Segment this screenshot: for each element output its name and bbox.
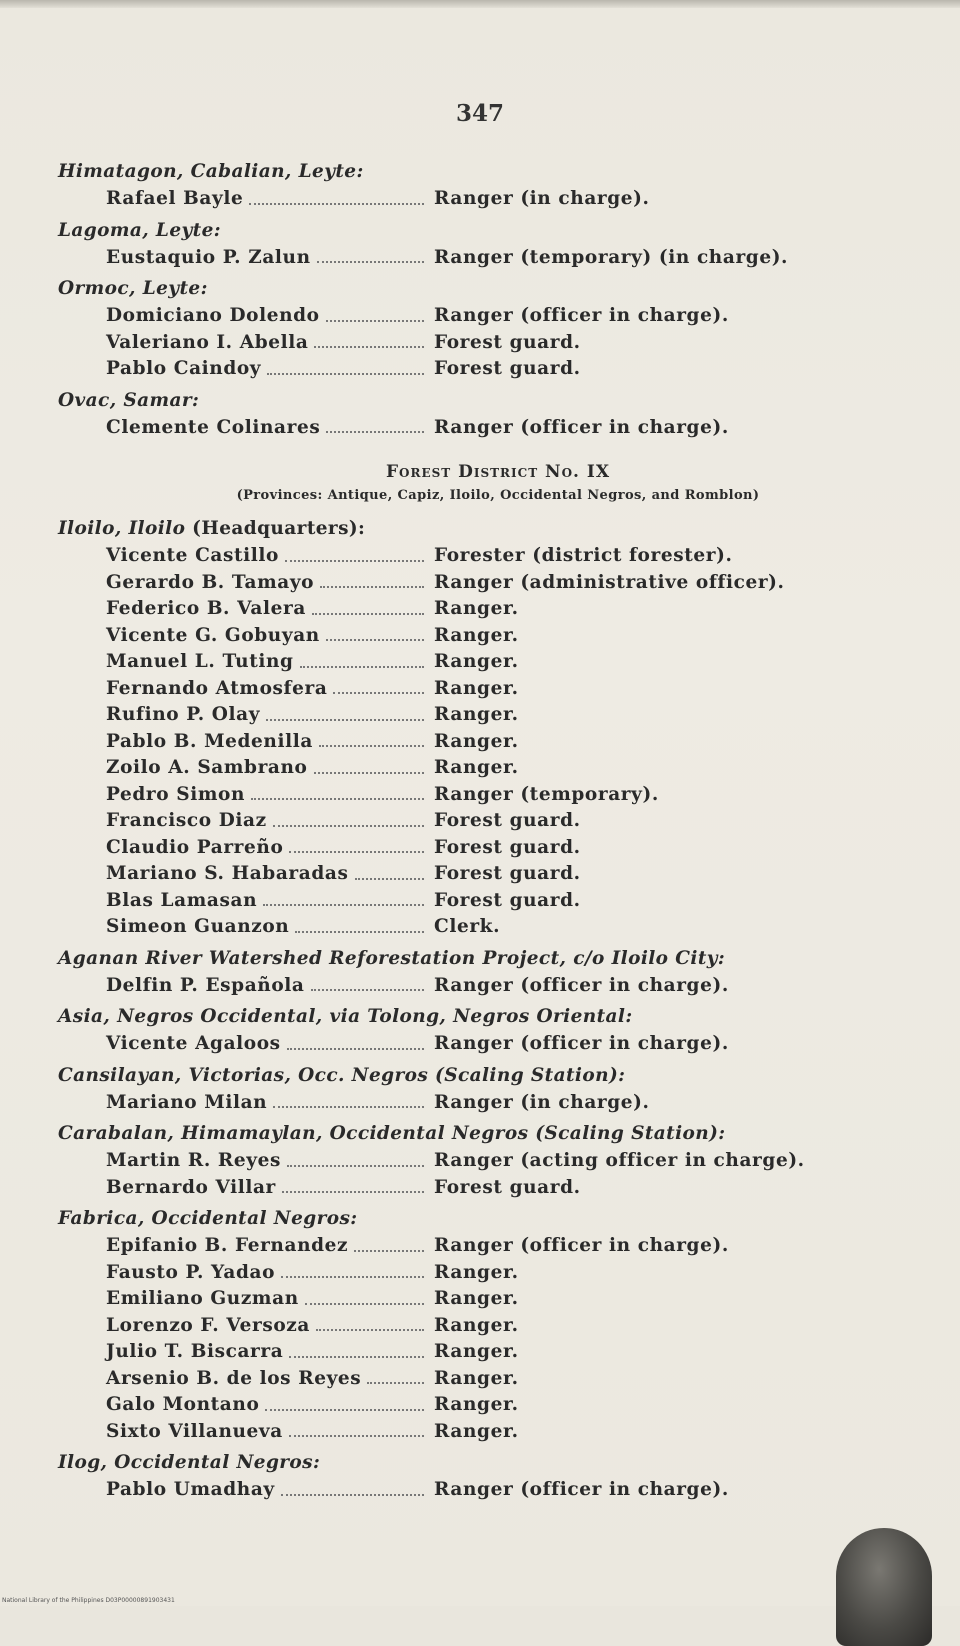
staff-name-cell: [58, 649, 430, 676]
staff-title: Forest guard.: [434, 1176, 581, 1198]
staff-name-cell: [58, 356, 430, 383]
staff-name: Eustaquio P. Zalun: [106, 246, 311, 268]
dot-leader: [316, 1313, 424, 1332]
staff-name-cell: [58, 543, 430, 570]
staff-title: Ranger (officer in charge).: [434, 416, 729, 438]
dot-leader: [251, 782, 424, 801]
staff-name-cell: [58, 303, 430, 330]
staff-title: Ranger (temporary).: [434, 783, 659, 805]
staff-title: Ranger (officer in charge).: [434, 305, 729, 326]
staff-title: Ranger (temporary) (in charge).: [434, 246, 789, 268]
dot-leader: [367, 1366, 424, 1385]
staff-title: Ranger (officer in charge).: [434, 1235, 729, 1256]
staff-title: Ranger (officer in charge).: [434, 1479, 729, 1500]
dot-leader: [249, 186, 424, 205]
location-heading: Aganan River Watershed Reforestation Project, c/o Iloilo City:: [58, 947, 726, 969]
dot-leader: [289, 1419, 424, 1438]
staff-title: Ranger.: [434, 677, 519, 699]
staff-name: Julio T. Biscarra: [106, 1341, 284, 1362]
thumb-shadow: [836, 1528, 932, 1646]
staff-row: [58, 1148, 938, 1175]
dot-leader: [314, 755, 425, 774]
staff-title: Ranger.: [434, 757, 519, 778]
staff-name-cell: [58, 1477, 430, 1504]
dot-leader: [266, 702, 424, 721]
location-block: [58, 1062, 938, 1121]
staff-row: [58, 1233, 938, 1260]
staff-name-cell: [58, 1175, 430, 1202]
staff-name: Fernando Atmosfera: [106, 677, 328, 699]
staff-title: Forester (district forester).: [434, 545, 733, 566]
location-heading: Ormoc, Leyte:: [58, 278, 208, 299]
dot-leader: [263, 888, 424, 907]
staff-name: Bernardo Villar: [106, 1176, 276, 1198]
roster-before-district: [58, 158, 938, 445]
staff-row: [58, 1366, 938, 1393]
staff-title: Ranger (in charge).: [434, 188, 650, 209]
staff-name-cell: [58, 1031, 430, 1058]
staff-name: Vicente G. Gobuyan: [106, 624, 320, 646]
dot-leader: [333, 676, 424, 695]
staff-row: [58, 1260, 938, 1287]
staff-row: [58, 888, 938, 915]
dot-leader: [300, 649, 424, 668]
staff-name: Mariano Milan: [106, 1091, 268, 1113]
staff-title: Ranger.: [434, 1341, 519, 1362]
location-block: [58, 945, 938, 1004]
staff-name: Mariano S. Habaradas: [106, 863, 349, 884]
staff-name: Epifanio B. Fernandez: [106, 1235, 349, 1256]
staff-name: Pedro Simon: [106, 783, 245, 805]
staff-name-cell: [58, 888, 430, 915]
dot-leader: [319, 729, 424, 748]
staff-name-cell: [58, 1286, 430, 1313]
staff-name-cell: [58, 1366, 430, 1393]
location-block: [58, 275, 938, 387]
staff-row: [58, 1419, 938, 1446]
dot-leader: [326, 415, 424, 434]
dot-leader: [282, 1175, 424, 1194]
roster-after-district: [58, 543, 938, 1508]
staff-name: Claudio Parreño: [106, 836, 284, 858]
hq-suffix: (Headquarters):: [185, 518, 366, 539]
staff-row: [58, 1090, 938, 1117]
dot-leader: [355, 861, 424, 880]
staff-name: Lorenzo F. Versoza: [106, 1314, 310, 1336]
location-heading: Fabrica, Occidental Negros:: [58, 1208, 358, 1229]
hq-location: Iloilo, Iloilo: [58, 518, 186, 539]
staff-row: [58, 330, 938, 357]
staff-title: Forest guard.: [434, 331, 581, 353]
staff-name: Martin R. Reyes: [106, 1150, 282, 1171]
staff-name-cell: [58, 676, 430, 703]
staff-title: Ranger (acting officer in charge).: [434, 1150, 805, 1171]
staff-name: Domiciano Dolendo: [106, 305, 320, 326]
staff-name: Pablo B. Medenilla: [106, 730, 313, 752]
staff-name: Zoilo A. Sambrano: [106, 757, 308, 778]
location-block: [58, 1120, 938, 1205]
staff-name-cell: [58, 1090, 430, 1117]
dot-leader: [289, 835, 424, 854]
staff-name: Vicente Agaloos: [106, 1033, 281, 1054]
location-block: [58, 217, 938, 276]
location-block: [58, 1205, 938, 1449]
staff-name-cell: [58, 973, 430, 1000]
staff-row: [58, 186, 938, 213]
dot-leader: [305, 1286, 424, 1305]
staff-name-cell: [58, 755, 430, 782]
dot-leader: [281, 1477, 424, 1496]
staff-title: Ranger.: [434, 651, 519, 672]
staff-name-cell: [58, 623, 430, 650]
staff-row: [58, 702, 938, 729]
staff-row: [58, 1031, 938, 1058]
staff-row: [58, 1392, 938, 1419]
staff-row: [58, 1477, 938, 1504]
dot-leader: [285, 543, 424, 562]
staff-title: Forest guard.: [434, 863, 581, 884]
location-block: [58, 1449, 938, 1508]
dot-leader: [295, 914, 424, 933]
staff-title: Ranger.: [434, 1314, 519, 1336]
staff-name: Rufino P. Olay: [106, 704, 261, 725]
location-block: [58, 543, 938, 945]
dot-leader: [281, 1260, 424, 1279]
staff-name: Pablo Caindoy: [106, 358, 262, 379]
staff-row: [58, 649, 938, 676]
scan-footer: National Library of the Philippines D03P00000891903431: [2, 1597, 175, 1604]
location-block: [58, 158, 938, 217]
staff-name: Francisco Diaz: [106, 810, 267, 831]
staff-row: [58, 782, 938, 809]
staff-name-cell: [58, 1233, 430, 1260]
dot-leader: [287, 1031, 424, 1050]
staff-title: Forest guard.: [434, 836, 581, 858]
staff-name: Blas Lamasan: [106, 889, 258, 911]
location-heading: Asia, Negros Occidental, via Tolong, Negros Oriental:: [58, 1006, 633, 1027]
staff-title: Ranger.: [434, 598, 519, 619]
dot-leader: [317, 245, 424, 264]
staff-name-cell: [58, 1339, 430, 1366]
staff-row: [58, 543, 938, 570]
dot-leader: [312, 596, 424, 615]
staff-name-cell: [58, 570, 430, 597]
staff-row: [58, 861, 938, 888]
staff-name-cell: [58, 1392, 430, 1419]
section-gap: [58, 441, 938, 445]
staff-name-cell: [58, 1148, 430, 1175]
staff-row: [58, 623, 938, 650]
district-heading: Forest District No. IX: [385, 462, 611, 482]
location-block: [58, 1003, 938, 1062]
staff-row: [58, 1313, 938, 1340]
location-heading: Himatagon, Cabalian, Leyte:: [58, 161, 364, 182]
dot-leader: [354, 1233, 424, 1252]
staff-name: Clemente Colinares: [106, 416, 321, 438]
staff-title: Ranger.: [434, 1420, 519, 1442]
dot-leader: [273, 1090, 424, 1109]
roster-content: [58, 158, 938, 1508]
staff-name-cell: [58, 914, 430, 941]
staff-name: Gerardo B. Tamayo: [106, 571, 315, 593]
staff-name-cell: [58, 808, 430, 835]
staff-name-cell: [58, 596, 430, 623]
staff-row: [58, 914, 938, 941]
staff-row: [58, 356, 938, 383]
staff-row: [58, 570, 938, 597]
staff-row: [58, 835, 938, 862]
staff-name: Delfin P. Española: [106, 974, 305, 996]
staff-row: [58, 808, 938, 835]
location-block: [58, 387, 938, 446]
location-heading: Cansilayan, Victorias, Occ. Negros (Scaling Station):: [58, 1064, 626, 1086]
staff-name: Simeon Guanzon: [106, 916, 290, 937]
staff-name: Vicente Castillo: [106, 545, 279, 566]
staff-title: Ranger (administrative officer).: [434, 571, 785, 593]
staff-title: Ranger.: [434, 704, 519, 725]
staff-row: [58, 245, 938, 272]
staff-name-cell: [58, 702, 430, 729]
staff-name: Valeriano I. Abella: [106, 331, 309, 353]
staff-name-cell: [58, 729, 430, 756]
staff-name: Pablo Umadhay: [106, 1479, 275, 1500]
staff-title: Forest guard.: [434, 810, 581, 831]
scan-edge: [0, 0, 960, 8]
section-gap: [58, 1504, 938, 1508]
staff-title: Forest guard.: [434, 358, 581, 379]
staff-name-cell: [58, 245, 430, 272]
staff-row: [58, 1286, 938, 1313]
staff-row: [58, 415, 938, 442]
staff-row: [58, 1339, 938, 1366]
staff-title: Forest guard.: [434, 889, 581, 911]
dot-leader: [314, 330, 424, 349]
staff-name-cell: [58, 186, 430, 213]
location-heading-headquarters: [58, 515, 938, 543]
staff-title: Ranger (officer in charge).: [434, 1033, 729, 1054]
staff-title: Clerk.: [434, 916, 501, 937]
staff-row: [58, 973, 938, 1000]
staff-name: Manuel L. Tuting: [106, 651, 294, 672]
staff-row: [58, 755, 938, 782]
staff-title: Ranger.: [434, 730, 519, 752]
staff-name-cell: [58, 330, 430, 357]
dot-leader: [326, 303, 424, 322]
staff-row: [58, 676, 938, 703]
staff-row: [58, 303, 938, 330]
staff-title: Ranger (officer in charge).: [434, 974, 729, 996]
staff-title: Ranger.: [434, 1288, 519, 1309]
staff-row: [58, 1175, 938, 1202]
staff-title: Ranger.: [434, 1261, 519, 1283]
dot-leader: [287, 1148, 424, 1167]
staff-name: Galo Montano: [106, 1394, 260, 1415]
location-heading: Carabalan, Himamaylan, Occidental Negros (Scaling Station):: [58, 1123, 726, 1144]
staff-name-cell: [58, 1260, 430, 1287]
staff-name-cell: [58, 861, 430, 888]
staff-name-cell: [58, 415, 430, 442]
dot-leader: [265, 1392, 424, 1411]
staff-row: [58, 596, 938, 623]
dot-leader: [326, 623, 424, 642]
staff-row: [58, 729, 938, 756]
location-heading: Ovac, Samar:: [58, 389, 200, 411]
staff-name-cell: [58, 835, 430, 862]
staff-title: Ranger.: [434, 1394, 519, 1415]
staff-name: Arsenio B. de los Reyes: [106, 1367, 362, 1389]
staff-name: Federico B. Valera: [106, 598, 306, 619]
staff-name-cell: [58, 1419, 430, 1446]
staff-name: Rafael Bayle: [106, 188, 244, 209]
dot-leader: [273, 808, 424, 827]
staff-name-cell: [58, 1313, 430, 1340]
staff-name: Emiliano Guzman: [106, 1288, 299, 1309]
dot-leader: [267, 356, 424, 375]
staff-name: Fausto P. Yadao: [106, 1261, 276, 1283]
district-provinces: (Provinces: Antique, Capiz, Iloilo, Occidental Negros, and Romblon): [236, 488, 760, 503]
location-heading: Lagoma, Leyte:: [58, 219, 221, 241]
staff-name: Sixto Villanueva: [106, 1420, 283, 1442]
location-heading: Ilog, Occidental Negros:: [58, 1452, 321, 1473]
dot-leader: [320, 570, 424, 589]
page-number: 347: [455, 100, 504, 127]
staff-name-cell: [58, 782, 430, 809]
staff-title: Ranger.: [434, 624, 519, 646]
staff-title: Ranger (in charge).: [434, 1091, 650, 1113]
dot-leader: [289, 1339, 424, 1358]
dot-leader: [311, 973, 425, 992]
staff-title: Ranger.: [434, 1367, 519, 1389]
